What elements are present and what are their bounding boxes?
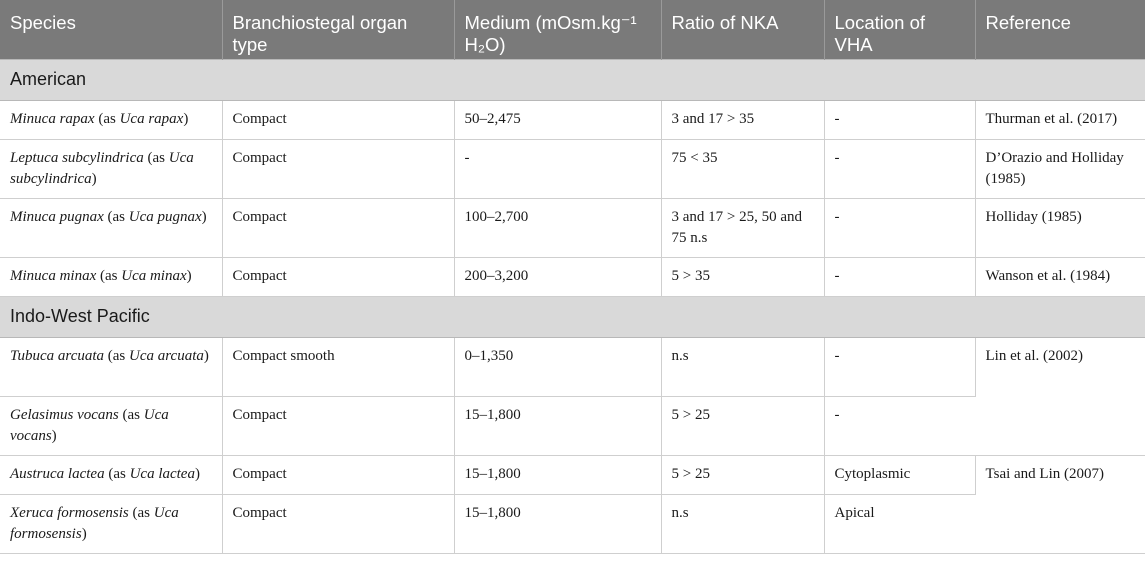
- ratio-cell: 3 and 17 > 25, 50 and 75 n.s: [661, 198, 824, 257]
- vha-cell: -: [824, 100, 975, 139]
- header-row: [0, 0, 1145, 59]
- table-row: [0, 396, 1145, 455]
- vha-cell: Cytoplasmic: [824, 455, 975, 494]
- header-location-vha: Location of VHA: [824, 0, 975, 59]
- ratio-cell: 3 and 17 > 35: [661, 100, 824, 139]
- header-organ-type: Branchiostegal organ type: [222, 0, 454, 59]
- header-medium: Medium (mOsm.kg⁻¹ H₂O): [454, 0, 661, 59]
- vha-cell: -: [824, 198, 975, 257]
- group-label: Indo-West Pacific: [0, 296, 1145, 337]
- ratio-cell: 5 > 35: [661, 257, 824, 296]
- species-cell: Tubuca arcuata (as Uca arcuata): [0, 337, 222, 396]
- ratio-cell: 75 < 35: [661, 139, 824, 198]
- header-species: Species: [0, 0, 222, 59]
- group-row-american: [0, 59, 1145, 100]
- species-cell: Austruca lactea (as Uca lactea): [0, 455, 222, 494]
- organ-cell: Compact: [222, 494, 454, 553]
- vha-cell: -: [824, 139, 975, 198]
- medium-cell: 0–1,350: [454, 337, 661, 396]
- medium-cell: 100–2,700: [454, 198, 661, 257]
- medium-cell: 15–1,800: [454, 455, 661, 494]
- reference-cell: Tsai and Lin (2007): [975, 455, 1145, 553]
- medium-cell: 200–3,200: [454, 257, 661, 296]
- organ-cell: Compact: [222, 455, 454, 494]
- header-reference: Reference: [975, 0, 1145, 59]
- table-row: [0, 455, 1145, 494]
- reference-cell: Lin et al. (2002): [975, 337, 1145, 455]
- table-row: [0, 257, 1145, 296]
- ratio-cell: 5 > 25: [661, 396, 824, 455]
- reference-cell: Holliday (1985): [975, 198, 1145, 257]
- group-row-indo-west-pacific: [0, 296, 1145, 337]
- table-row: [0, 494, 1145, 553]
- organ-cell: Compact: [222, 139, 454, 198]
- ratio-cell: n.s: [661, 337, 824, 396]
- organ-cell: Compact: [222, 257, 454, 296]
- medium-cell: 50–2,475: [454, 100, 661, 139]
- organ-cell: Compact: [222, 100, 454, 139]
- table-row: [0, 100, 1145, 139]
- vha-cell: -: [824, 396, 975, 455]
- group-label: American: [0, 59, 1145, 100]
- vha-cell: Apical: [824, 494, 975, 553]
- reference-cell: Thurman et al. (2017): [975, 100, 1145, 139]
- table-row: [0, 337, 1145, 396]
- reference-cell: D’Orazio and Holliday (1985): [975, 139, 1145, 198]
- ratio-cell: 5 > 25: [661, 455, 824, 494]
- organ-cell: Compact: [222, 198, 454, 257]
- species-cell: Minuca rapax (as Uca rapax): [0, 100, 222, 139]
- species-cell: Leptuca subcylindrica (as Uca subcylindrica): [0, 139, 222, 198]
- table-row: [0, 198, 1145, 257]
- medium-cell: 15–1,800: [454, 396, 661, 455]
- species-cell: Gelasimus vocans (as Uca vocans): [0, 396, 222, 455]
- organ-cell: Compact smooth: [222, 337, 454, 396]
- ratio-cell: n.s: [661, 494, 824, 553]
- species-cell: Xeruca formosensis (as Uca formosensis): [0, 494, 222, 553]
- species-cell: Minuca pugnax (as Uca pugnax): [0, 198, 222, 257]
- organ-cell: Compact: [222, 396, 454, 455]
- vha-cell: -: [824, 257, 975, 296]
- species-cell: Minuca minax (as Uca minax): [0, 257, 222, 296]
- header-ratio-nka: Ratio of NKA: [661, 0, 824, 59]
- vha-cell: -: [824, 337, 975, 396]
- table-row: [0, 139, 1145, 198]
- medium-cell: -: [454, 139, 661, 198]
- medium-cell: 15–1,800: [454, 494, 661, 553]
- reference-cell: Wanson et al. (1984): [975, 257, 1145, 296]
